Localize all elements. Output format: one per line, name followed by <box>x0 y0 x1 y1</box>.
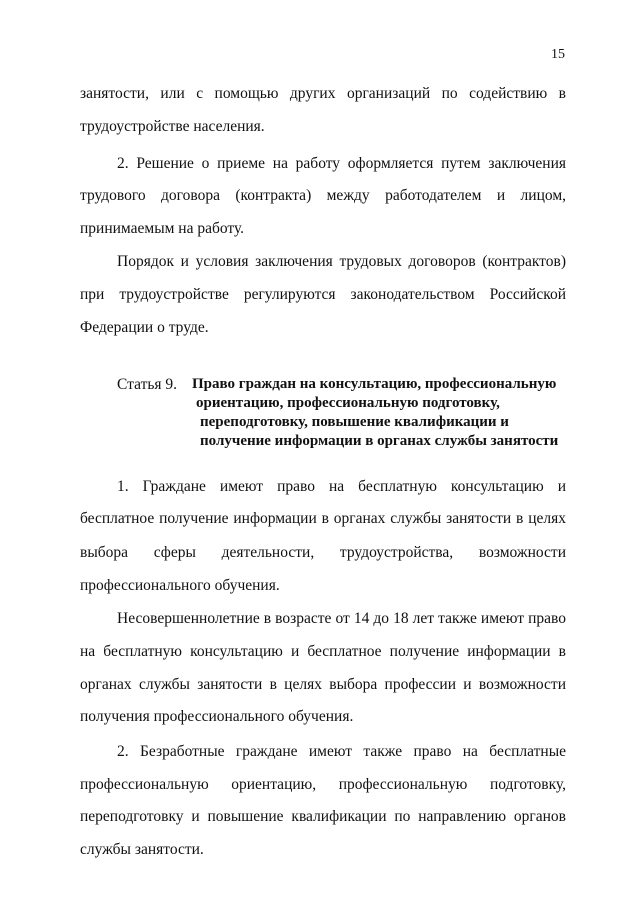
text-line: при трудоустройстве регулируются законодательством Российской <box>80 286 566 303</box>
text-line: на бесплатную консультацию и бесплатное получение информации в <box>80 643 566 660</box>
text-line: бесплатное получение информации в органах службы занятости в целях <box>80 510 566 527</box>
text-line: трудоустройстве населения. <box>80 118 265 135</box>
text-line: принимаемым на работу. <box>80 220 245 237</box>
text-line: переподготовку и повышение квалификации по направлению органов <box>80 808 566 825</box>
text-line: выбора сферы деятельности, трудоустройства, возможности <box>80 544 566 561</box>
text-line: получения профессионального обучения. <box>80 708 354 725</box>
text-line: 2. Решение о приеме на работу оформляется путем заключения <box>117 155 566 172</box>
text-line: 2. Безработные граждане имеют также право на бесплатные <box>117 743 566 760</box>
text-line: профессионального обучения. <box>80 577 280 594</box>
article-title-line: переподготовку, повышение квалификации и <box>200 414 509 430</box>
text-line: 1. Граждане имеют право на бесплатную консультацию и <box>117 478 566 495</box>
article-title-line: получение информации в органах службы занятости <box>200 433 559 449</box>
text-line: органах службы занятости в целях выбора профессии и возможности <box>80 676 566 693</box>
text-line: Федерации о труде. <box>80 319 209 336</box>
article-title-line: ориентацию, профессиональную подготовку, <box>196 395 500 411</box>
page-number: 15 <box>551 47 565 62</box>
article-label: Статья 9. <box>117 376 178 393</box>
text-line: Несовершеннолетние в возрасте от 14 до 18 лет также имеют право <box>117 610 566 627</box>
text-line: занятости, или с помощью других организаций по содействию в <box>80 85 566 102</box>
text-line: службы занятости. <box>80 841 204 858</box>
article-title <box>192 375 572 451</box>
text-line: трудового договора (контракта) между работодателем и лицом, <box>80 187 566 204</box>
text-line: профессиональную ориентацию, профессиональную подготовку, <box>80 776 566 793</box>
text-line: Порядок и условия заключения трудовых договоров (контрактов) <box>117 253 566 270</box>
article-title-line: Право граждан на консультацию, профессиональную <box>192 376 557 392</box>
